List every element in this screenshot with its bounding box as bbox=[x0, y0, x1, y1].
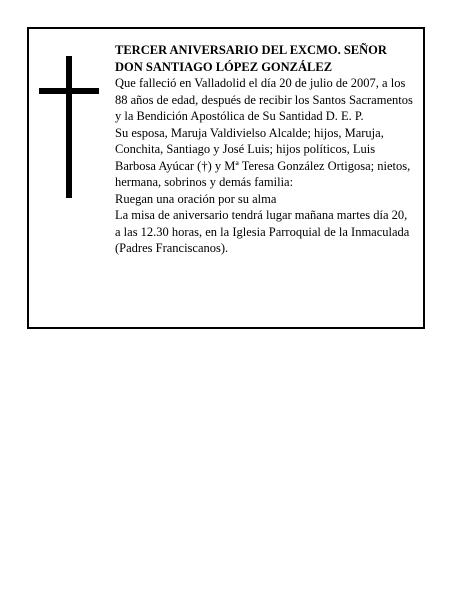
obituary-notice bbox=[27, 27, 425, 329]
notice-title-line-1: TERCER ANIVERSARIO DEL EXCMO. SEÑOR bbox=[115, 43, 387, 57]
death-info-paragraph: Que falleció en Valladolid el día 20 de julio de 2007, a los 88 años de edad, después de recibir los Santos Sacramentos y la Bendición Apostólica de Su Santidad D. E. P. bbox=[115, 76, 413, 123]
mass-paragraph: La misa de aniversario tendrá lugar mañana martes día 20, a las 12.30 horas, en la Iglesia Parroquial de la Inmaculada (Padres Franciscanos). bbox=[115, 208, 410, 255]
cross-vertical-bar bbox=[66, 56, 72, 198]
notice-text bbox=[115, 42, 415, 257]
notice-title-line-2: DON SANTIAGO LÓPEZ GONZÁLEZ bbox=[115, 59, 333, 74]
cross-horizontal-bar bbox=[39, 88, 99, 94]
cross-icon bbox=[39, 56, 99, 198]
family-paragraph: Su esposa, Maruja Valdivielso Alcalde; hijos, Maruja, Conchita, Santiago y José Luis; hijos políticos, Luis Barbosa Ayúcar (†) y Mª Teresa González Ortigosa; nietos, hermana, sobrinos y demás familia: bbox=[115, 125, 411, 189]
prayer-line: Ruegan una oración por su alma bbox=[115, 191, 277, 206]
